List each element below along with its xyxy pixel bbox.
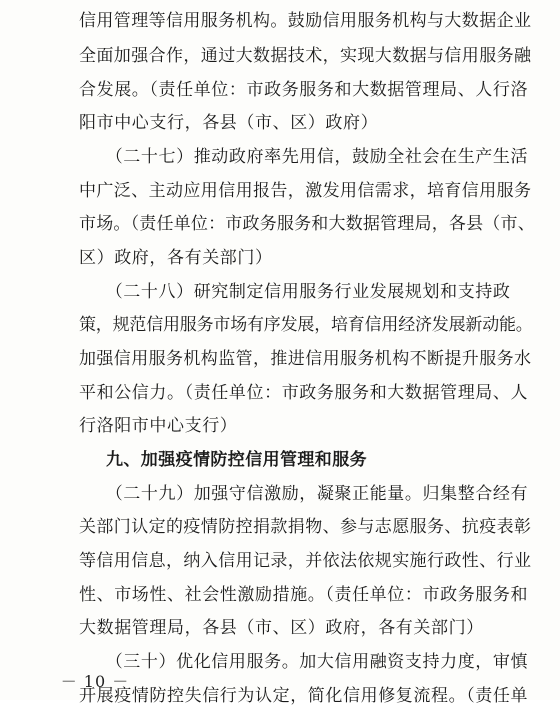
text-line: 策，规范信用服务市场有序发展，培育信用经济发展新动能。 — [79, 315, 533, 335]
text-line: 加强信用服务机构监管，推进信用服务机构不断提升服务水 — [79, 349, 532, 369]
text-line: 信用管理等信用服务机构。鼓励信用服务机构与大数据企业 — [79, 11, 532, 31]
text-line: 合发展。（责任单位：市政务服务和大数据管理局、人行洛 — [79, 80, 529, 100]
text-line: 全面加强合作，通过大数据技术，实现大数据与信用服务融 — [79, 46, 532, 66]
text-line: 大数据管理局，各县（市、区）政府，各有关部门） — [79, 618, 484, 638]
text-line: （二十七）推动政府率先用信，鼓励全社会在生产生活 — [79, 147, 529, 167]
text-line: 行洛阳市中心支行） — [79, 416, 238, 436]
text-line: 阳市中心支行，各县（市、区）政府） — [79, 113, 379, 133]
text-line: （二十八）研究制定信用服务行业发展规划和支持政 — [79, 282, 511, 302]
text-line: 关部门认定的疫情防控捐款捐物、参与志愿服务、抗疫表彰 — [79, 517, 532, 537]
section-heading: 九、加强疫情防控信用管理和服务 — [106, 450, 367, 470]
text-line: （二十九）加强守信激励，凝聚正能量。归集整合经有 — [79, 484, 529, 504]
text-line: 平和公信力。（责任单位：市政务服务和大数据管理局、人 — [79, 383, 529, 403]
text-line: 区）政府，各有关部门） — [79, 248, 273, 268]
text-line: 市场。（责任单位：市政务服务和大数据管理局，各县（市、 — [79, 214, 535, 234]
text-line: 性、市场性、社会性激励措施。（责任单位：市政务服务和 — [79, 585, 529, 605]
text-line: 等信用信息，纳入信用记录，并依法依规实施行政性、行业 — [79, 551, 532, 571]
text-line: （三十）优化信用服务。加大信用融资支持力度，审慎 — [79, 652, 529, 672]
text-line: 中广泛、主动应用信用报告，激发用信需求，培育信用服务 — [79, 181, 532, 201]
text-line: 开展疫情防控失信行为认定，简化信用修复流程。（责任单 — [79, 686, 529, 706]
page-number: － 10 － — [60, 672, 130, 691]
